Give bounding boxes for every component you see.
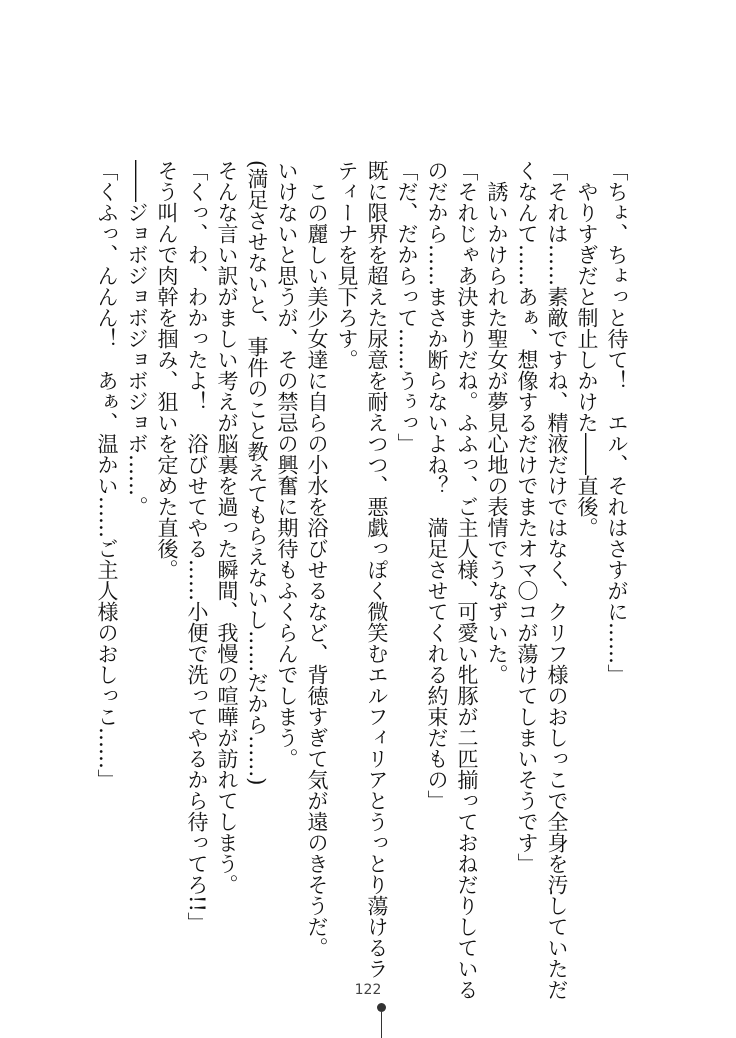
text-line: 「だ、だからって……うぅっ」 — [395, 160, 419, 454]
text-line: ティーナを見下ろす。 — [335, 160, 359, 370]
text-line: 既に限界を超えた尿意を耐えつつ、悪戯っぽく微笑むエルフィリアとうっとり蕩けるラ — [365, 160, 389, 979]
text-line: 「それじゃあ決まりだね。ふふっ、ご主人様、可愛い牝豚が二匹揃っておねだりしている — [455, 160, 479, 1000]
text-line: ――ジョボジョボジョボジョボ……。 — [125, 160, 149, 517]
text-line: 誘いかけられた聖女が夢見心地の表情でうなずいた。 — [485, 181, 509, 685]
text-line: 「くふっ、んんん！ あぁ、温かい……ご主人様のおしっこ……」 — [95, 160, 119, 790]
text-line: そんな言い訳がましい考えが脳裏を過った瞬間、我慢の喧嘩が訪れてしまう。 — [215, 160, 239, 895]
text-line: いけないと思うが、その禁忌の興奮に期待もふくらんでしまう。 — [275, 160, 299, 769]
text-line: 「ちょ、ちょっと待て！ エル、それはさすがに……」 — [605, 160, 629, 685]
text-line: (満足させないと、事件のこと教えてもらえないし……だから……) — [245, 160, 269, 786]
text-line: この麗しい美少女達に自らの小水を浴びせるなど、背徳すぎて気が遠のきそうだ。 — [305, 181, 329, 958]
text-line: 「それは……素敵ですね、精液だけではなく、クリフ様のおしっこで全身を汚していただ — [545, 160, 569, 1000]
text-line: くなんて……あぁ、想像するだけでまたオマ〇コが蕩けてしまいそうです」 — [515, 160, 539, 874]
text-line: 「くっ、わ、わかったよ！ 浴びせてやる……小便で洗ってやるから待ってろ!!」 — [185, 160, 209, 933]
text-line: そう叫んで肉幹を掴み、狙いを定めた直後。 — [155, 160, 179, 580]
text-line: やりすぎだと制止しかけた――直後。 — [575, 181, 599, 538]
page-number: 122 — [354, 982, 382, 998]
page-marker-line — [381, 1012, 382, 1038]
page-marker-dot — [377, 1003, 386, 1012]
text-line: のだから……まさか断らないよね？ 満足させてくれる約束だもの」 — [425, 160, 449, 811]
